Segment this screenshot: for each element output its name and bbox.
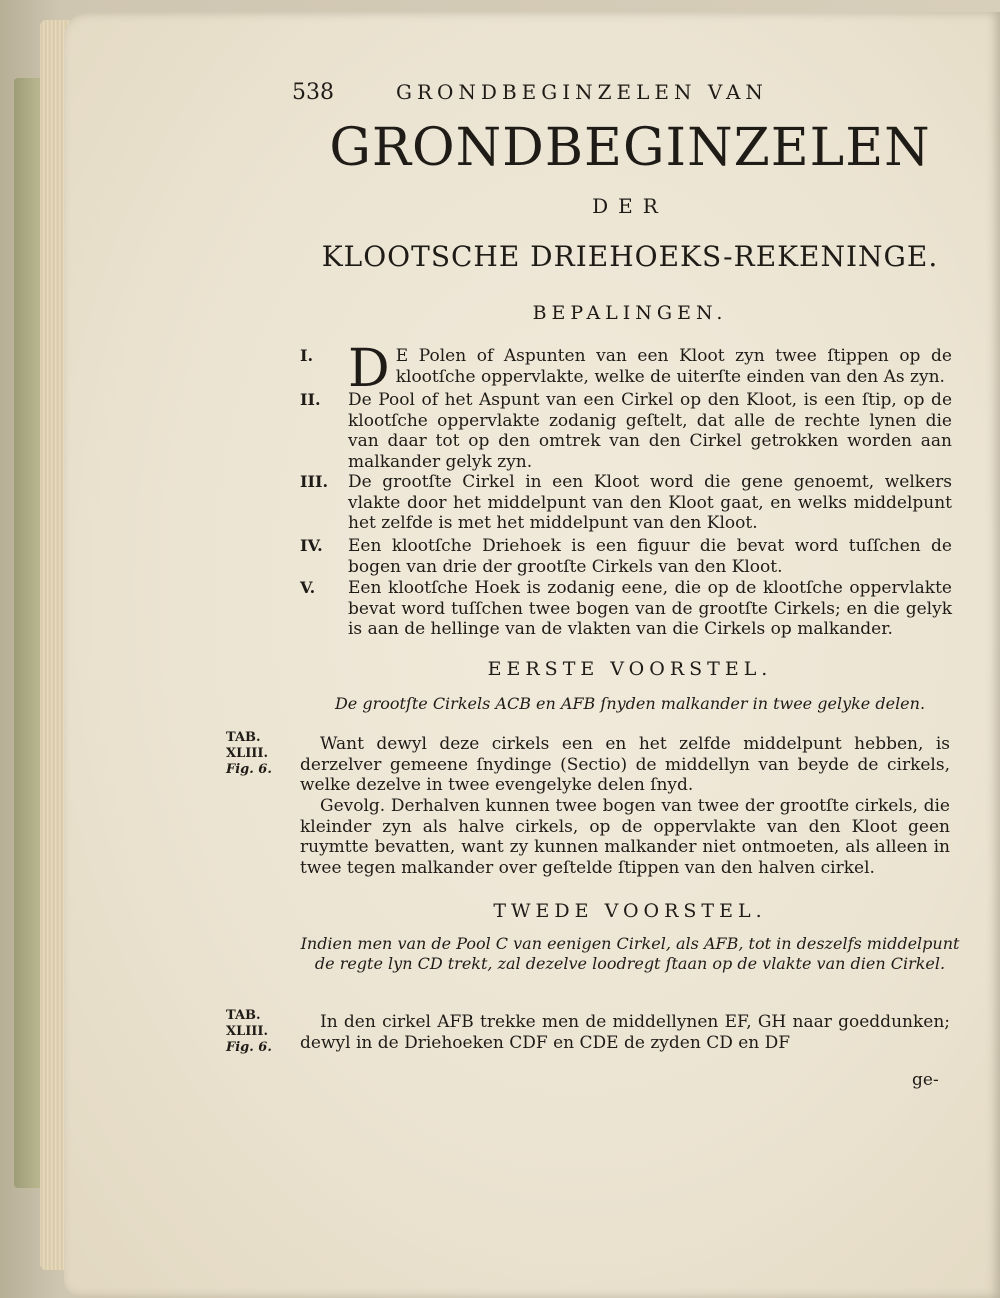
definition-2 [300,390,952,472]
proposition-1-plate-reference [226,730,286,778]
proposition-2-plate-reference [226,1008,286,1056]
figure-number: Fig. 6. [226,762,272,777]
proposition-1-paragraph-2 [300,796,950,878]
definition-number: V. [300,578,316,597]
definition-text: De grootſte Cirkel in een Kloot word die gene genoemt, welkers vlakte door het middelpunt van den Kloot gaat, en welks middelpunt het zelfde is met het middelpunt van den Kloot. [348,472,952,533]
proposition-2-statement: Indien men van de Pool C van eenigen Cirkel, als AFB, tot in deszelfs middelpunt de regte lyn CD trekt, zal dezelve loodregt ſtaan op de vlakte van dien Cirkel. [300,934,960,973]
plate-tab: TAB. [226,1008,261,1023]
section-heading-bepalingen: BEPALINGEN. [532,302,728,324]
plate-tab: TAB. [226,730,261,745]
running-title: GRONDBEGINZELEN VAN [396,80,768,104]
catchword: ge- [912,1070,939,1090]
definition-text: De Pool of het Aspunt van een Cirkel op den Kloot, is een ſtip, op de klootſche oppervlakte zodanig geſtelt, dat alle de rechte lynen die van daar tot op den omtrek van den Cirkel getrokken worden aan malkander gelyk zyn. [348,390,952,472]
definition-number: IV. [300,536,323,555]
definition-text: Een klootſche Hoek is zodanig eene, die op de klootſche oppervlakte bevat word tuſſchen twee bogen van de grootſte Cirkels; en die gelyk is aan de hellinge van de vlakten van die Cirkels op malkander. [348,578,952,639]
definition-text: E Polen of Aspunten van een Kloot zyn twee ſtippen op de klootſche oppervlakte, welke de uiterſte einden van den As zyn. [395,346,952,387]
plate-number: XLIII. [226,746,268,761]
page-number: 538 [292,80,334,105]
paragraph-text: Want dewyl deze cirkels een en het zelfde middelpunt hebben, is derzelver gemeene ſnydinge (Sectio) de middellyn van beyde de cirkels, welke dezelve in twee evengelyke delen ſnyd. [300,734,950,795]
subtitle: KLOOTSCHE DRIEHOEKS-REKENINGE. [321,240,939,273]
figure-number: Fig. 6. [226,1040,272,1055]
definition-number: I. [300,346,314,365]
drop-cap: D [348,339,390,399]
proposition-1-statement: De grootſte Cirkels ACB en AFB ſnyden malkander in twee gelyke delen. [334,694,926,713]
proposition-2-heading: TWEDE VOORSTEL. [493,900,767,922]
paragraph-text: Gevolg. Derhalven kunnen twee bogen van twee der grootſte cirkels, die kleinder zyn als halve cirkels, op de oppervlakte van den Kloot geen ruymtte bevatten, want zy kunnen malkander niet ontmoeten, als alleen in twee tegen malkander over geſtelde ſtippen van den halven cirkel. [300,796,950,878]
running-head [292,76,912,116]
title-connector: DER [592,194,668,218]
definition-4 [300,536,952,577]
definition-1 [300,339,952,399]
definition-text: Een klootſche Driehoek is een figuur die bevat word tuſſchen de bogen van drie der grootſte Cirkels van den Kloot. [348,536,952,577]
proposition-1-paragraph-1 [300,734,950,796]
plate-number: XLIII. [226,1024,268,1039]
definition-5 [300,578,952,640]
proposition-1-heading: EERSTE VOORSTEL. [487,658,773,680]
main-title: GRONDBEGINZELEN [329,118,931,178]
paragraph-text: In den cirkel AFB trekke men de middellynen EF, GH naar goeddunken; dewyl in de Driehoeken CDF en CDE de zyden CD en DF [300,1012,950,1053]
definition-number: II. [300,390,321,409]
proposition-2-paragraph-1 [300,1012,950,1053]
definition-number: III. [300,472,329,491]
definition-3 [300,472,952,534]
